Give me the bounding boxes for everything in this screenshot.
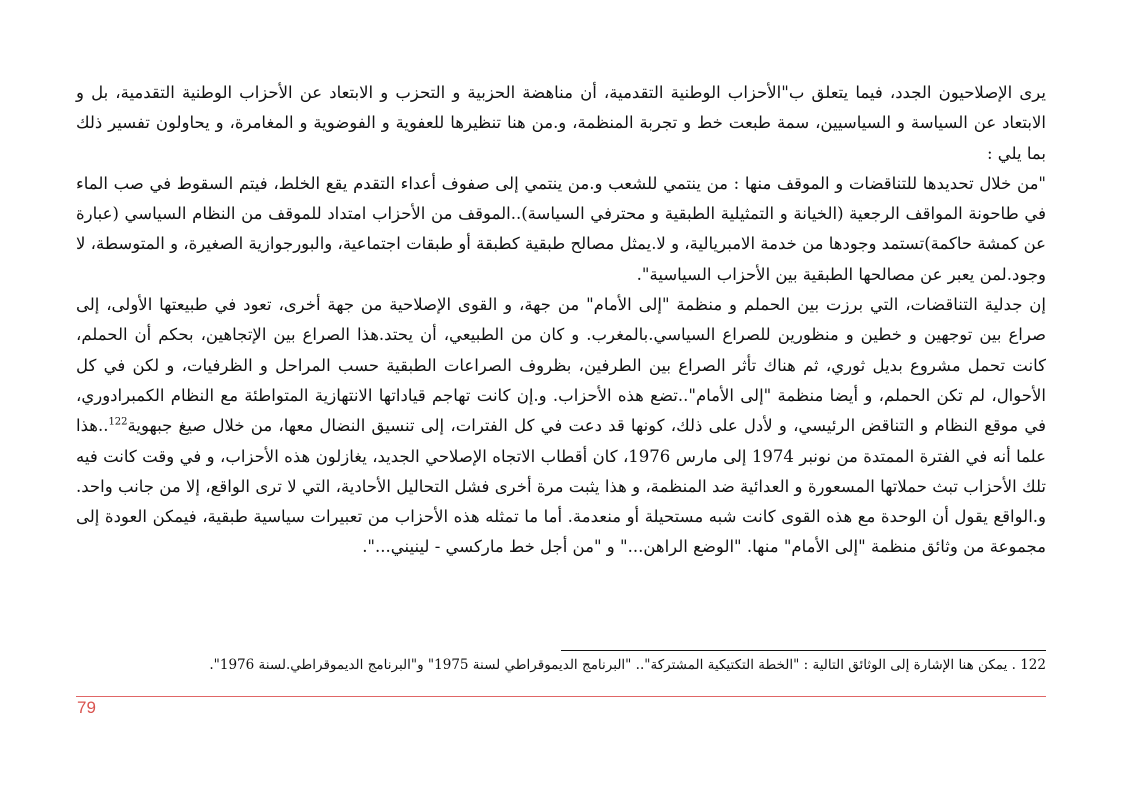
paragraph-3-text-end: ..هذا علما أنه في الفترة الممتدة من نونبر 1974 إلى مارس 1976، كان أقطاب الاتجاه الإصلاحي الجديد، يغازلون هذه الأحزاب، و في وقت كانت فيه تلك الأحزاب تبث حملاتها المسعورة و العدائية ضد المنظمة، و هذا يثبت مرة أخرى فشل التحاليل الأحادية، التي لا ترى الواقع، إلا من جانب واحد. و.الواقع يقول أن الوحدة مع هذه القوى كانت شبه مستحيلة أو منعدمة. أما ما تمثله هذه الأحزاب من تعبيرات سياسية طبقية، فيمكن العودة إلى مجموعة من وثائق منظمة "إلى الأمام" منها. "الوضع الراهن..." و "من أجل خط ماركسي - لينيني...".: [76, 416, 1046, 557]
paragraph-1: [76, 78, 1046, 169]
page-number: 79: [77, 698, 96, 717]
footnote-separator: [561, 650, 1046, 651]
paragraph-3: [76, 290, 1046, 563]
body-text: [76, 78, 1046, 563]
paragraph-2: [76, 169, 1046, 290]
paragraph-3-text-start: إن جدلية التناقضات، التي برزت بين الحملم و منظمة "إلى الأمام" من جهة، و القوى الإصلاحية من جهة أخرى، تعود في طبيعتها الأولى، إلى صراع بين توجهين و خطين و منظورين للصراع السياسي.بالمغرب. و كان من الطبيعي، أن يحتد.هذا الصراع بين الإتجاهين، بحكم أن الحملم، كانت تحمل مشروع بديل ثوري، ثم هناك تأثر الصراع بين الطرفين، بظروف الصراعات الطبقية حسب المراحل و الظرفيات، و لكن في كل الأحوال، لم تكن الحملم، و أيضا منظمة "إلى الأمام"..تضع هذه الأحزاب. و.إن كانت تهاجم قياداتها الانتهازية المتواطئة مع النظام الكمبرادوري، في موقع النظام و التناقض الرئيسي، و لأدل على ذلك، كونها قد دعت في كل الفترات، إلى تنسيق النضال معها، من خلال صيغ جبهوية: [76, 295, 1046, 436]
footnote-reference[interactable]: 122: [108, 416, 128, 428]
paragraph-1-text: يرى الإصلاحيون الجدد، فيما يتعلق ب"الأحزاب الوطنية التقدمية، أن مناهضة الحزبية و التحزب و الابتعاد عن الأحزاب الوطنية التقدمية، بل و الابتعاد عن السياسة و السياسيين، سمة طبعت خط و تجربة المنظمة، و.من هنا تنظيرها للعفوية و الفوضوية و المغامرة، و يحاولون تفسير ذلك بما يلي :: [76, 83, 1046, 163]
paragraph-2-text: "من خلال تحديدها للتناقضات و الموقف منها : من ينتمي للشعب و.من ينتمي إلى صفوف أعداء التقدم يقع الخلط، فيتم السقوط في صب الماء في طاحونة المواقف الرجعية (الخيانة و التمثيلية الطبقية و محترفي السياسة)..الموقف من الأحزاب امتداد للموقف من النظام السياسي (عبارة عن كمشة حاكمة)تستمد وجودها من خدمة الامبريالية، و لا.يمثل مصالح طبقية كطبقة أو طبقات اجتماعية، والبورجوازية الصغيرة، و المتوسطة، لا وجود.لمن يعبر عن مصالحها الطبقية بين الأحزاب السياسية".: [76, 173, 1046, 284]
footnote: 122 . يمكن هنا الإشارة إلى الوثائق التالية : "الخطة التكتيكية المشتركة".. "البرنامج الديموقراطي لسنة 1975" و"البرنامج الديموقراطي.لسنة 1976".: [209, 657, 1046, 673]
footer-divider: [76, 696, 1046, 697]
